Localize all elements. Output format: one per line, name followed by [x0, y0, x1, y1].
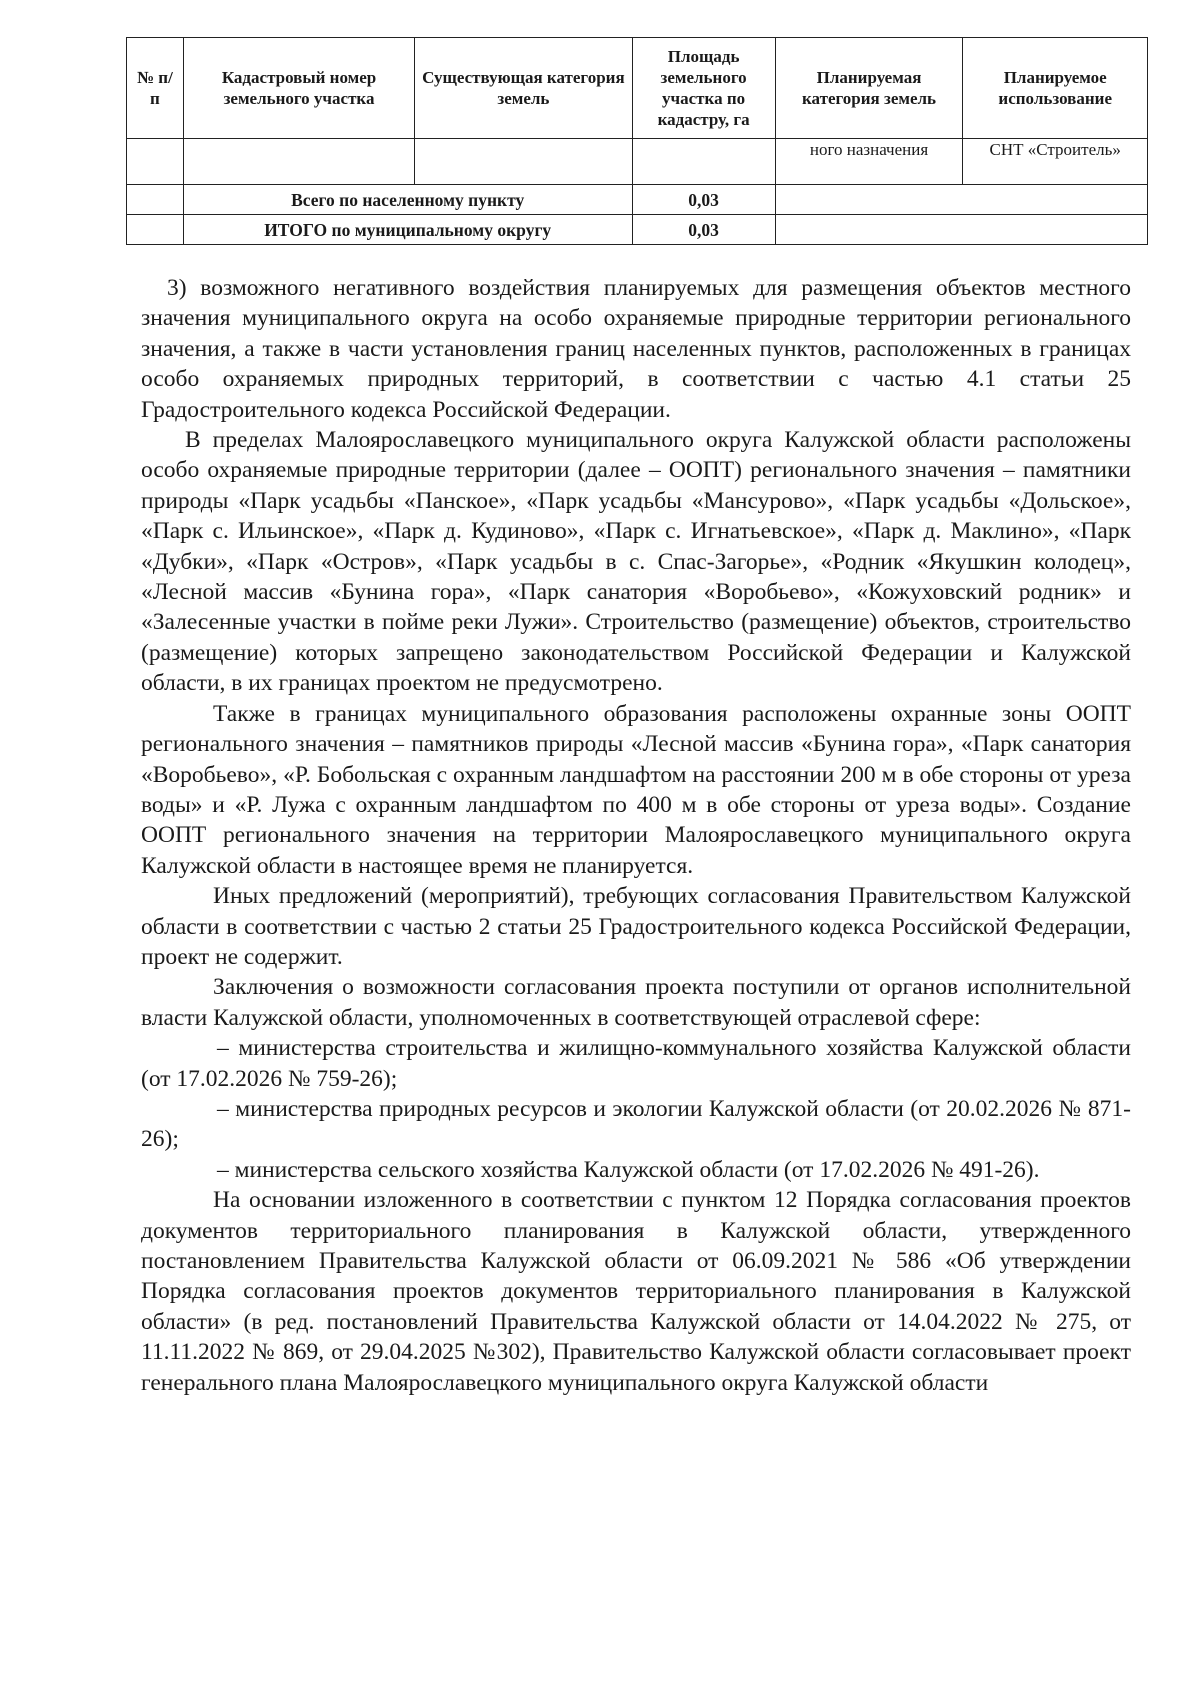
cell-empty	[775, 215, 1147, 245]
paragraph-protection-zones: Также в границах муниципального образования расположены охранные зоны ООПТ регионального значения – памятников природы «Лесной массив «Бунина гора», «Парк санатория «Воробьево», «Р. Бобольская с охранным ландшафтом на расстоянии 200 м в обе стороны от уреза воды» и «Р. Лужа с охранным ландшафтом по 400 м в обе стороны от уреза воды». Создание ООПТ регионального значения на территории Малоярославецкого муниципального округа Калужской области в настоящее время не планируется.	[141, 700, 1131, 879]
document-body	[141, 273, 1131, 1398]
paragraph-item-3: 3) возможного негативного воздействия планируемых для размещения объектов местного значения муниципального округа на особо охраняемые природные территории регионального значения, а также в части установления границ населенных пунктов, расположенных в границах особо охраняемых природных территорий, в соответствии с частью 4.1 статьи 25 Градостроительного кодекса Российской Федерации.	[141, 275, 1131, 423]
subtotal-value: 0,03	[632, 185, 775, 215]
cell-empty	[775, 185, 1147, 215]
cell-cadastral-number	[183, 139, 414, 185]
total-label: ИТОГО по муниципальному округу	[183, 215, 632, 245]
subtotal-label: Всего по населенному пункту	[183, 185, 632, 215]
cell-existing-category	[415, 139, 632, 185]
cell-planned-use: СНТ «Строитель»	[963, 139, 1148, 185]
cell-planned-category: ного назначения	[775, 139, 963, 185]
paragraph-conclusions: Заключения о возможности согласования проекта поступили от органов исполнительной власти Калужской области, уполномоченных в соответствующей отраслевой сфере:	[141, 974, 1131, 1031]
subtotal-row	[127, 185, 1148, 215]
list-item-construction-ministry: – министерства строительства и жилищно-коммунального хозяйства Калужской области (от 17.02.2026 № 759-26);	[141, 1035, 1131, 1092]
total-row	[127, 215, 1148, 245]
header-existing-category: Существующая категория земель	[415, 38, 632, 139]
paragraph-other-proposals: Иных предложений (мероприятий), требующих согласования Правительством Калужской области в соответствии с частью 2 статьи 25 Градостроительного кодекса Российской Федерации, проект не содержит.	[141, 883, 1131, 970]
land-plots-table	[126, 37, 1148, 245]
cell-empty	[127, 215, 184, 245]
list-item-agriculture-ministry: – министерства сельского хозяйства Калужской области (от 17.02.2026 № 491-26).	[217, 1156, 1040, 1183]
list-item-ecology-ministry: – министерства природных ресурсов и экологии Калужской области (от 20.02.2026 № 871-26);	[141, 1095, 1131, 1153]
paragraph-decision: На основании изложенного в соответствии с пунктом 12 Порядка согласования проектов документов территориального планирования в Калужской области, утвержденного постановлением Правительства Калужской области от 06.09.2021 № 586 «Об утверждении Порядка согласования проектов документов территориального планирования в Калужской области» (в ред. постановлений Правительства Калужской области от 14.04.2022 № 275, от 11.11.2022 № 869, от 29.04.2025 №302), Правительство Калужской области согласовывает проект генерального плана Малоярославецкого муниципального округа Калужской области	[141, 1187, 1131, 1396]
header-area: Площадь земельного участка по кадастру, га	[632, 38, 775, 139]
table-row	[127, 139, 1148, 185]
header-cadastral-number: Кадастровый номер земельного участка	[183, 38, 414, 139]
paragraph-protected-areas: В пределах Малоярославецкого муниципального округа Калужской области расположены особо охраняемые природные территории (далее – ООПТ) регионального значения – памятники природы «Парк усадьбы «Панское», «Парк усадьбы «Мансурово», «Парк усадьбы «Дольское», «Парк с. Ильинское», «Парк д. Кудиново», «Парк с. Игнатьевское», «Парк д. Маклино», «Парк «Дубки», «Парк «Остров», «Парк усадьбы в с. Спас-Загорье», «Родник «Якушкин колодец», «Лесной массив «Бунина гора», «Парк санатория «Воробьево», «Кожуховский родник» и «Залесенные участки в пойме реки Лужи». Строительство (размещение) объектов, строительство (размещение) которых запрещено законодательством Российской Федерации и Калужской области, в их границах проектом не предусмотрено.	[141, 427, 1131, 697]
header-planned-category: Планируемая категория земель	[775, 38, 963, 139]
total-value: 0,03	[632, 215, 775, 245]
header-planned-use: Планируемое использование	[963, 38, 1148, 139]
header-number: № п/п	[127, 38, 184, 139]
cell-number	[127, 139, 184, 185]
cell-empty	[127, 185, 184, 215]
table-header-row	[127, 38, 1148, 139]
cell-area	[632, 139, 775, 185]
